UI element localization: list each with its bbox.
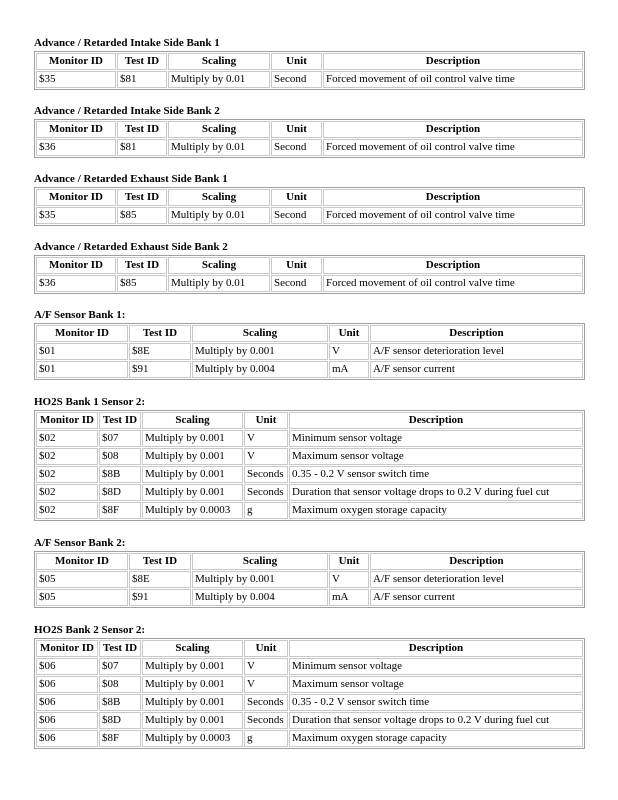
cell-scaling: Multiply by 0.001	[142, 430, 243, 447]
section-title: Advance / Retarded Exhaust Side Bank 1	[34, 173, 228, 185]
header-monitor-id: Monitor ID	[36, 325, 128, 342]
header-description: Description	[323, 53, 583, 70]
cell-test-id: $8F	[99, 502, 141, 519]
cell-unit: Seconds	[244, 712, 288, 729]
cell-scaling: Multiply by 0.001	[142, 712, 243, 729]
header-row	[36, 412, 583, 429]
cell-monitor-id: $05	[36, 571, 128, 588]
cell-description: Maximum sensor voltage	[289, 448, 583, 465]
table-row	[36, 730, 583, 747]
header-test-id: Test ID	[99, 412, 141, 429]
cell-unit: V	[244, 658, 288, 675]
header-unit: Unit	[271, 189, 322, 206]
header-description: Description	[289, 412, 583, 429]
header-row	[36, 53, 583, 70]
cell-description: Duration that sensor voltage drops to 0.2 V during fuel cut	[289, 484, 583, 501]
cell-description: 0.35 - 0.2 V sensor switch time	[289, 466, 583, 483]
header-scaling: Scaling	[142, 412, 243, 429]
cell-monitor-id: $06	[36, 712, 98, 729]
header-unit: Unit	[271, 53, 322, 70]
cell-scaling: Multiply by 0.01	[168, 139, 270, 156]
data-table	[34, 51, 585, 90]
data-table	[34, 255, 585, 294]
table-row	[36, 448, 583, 465]
table-row	[36, 571, 583, 588]
cell-monitor-id: $06	[36, 658, 98, 675]
header-unit: Unit	[244, 640, 288, 657]
header-row	[36, 325, 583, 342]
data-table	[34, 323, 585, 380]
header-monitor-id: Monitor ID	[36, 121, 116, 138]
cell-test-id: $8E	[129, 343, 191, 360]
header-row	[36, 640, 583, 657]
header-unit: Unit	[329, 325, 369, 342]
cell-monitor-id: $02	[36, 430, 98, 447]
cell-unit: V	[244, 430, 288, 447]
cell-description: A/F sensor deterioration level	[370, 571, 583, 588]
header-monitor-id: Monitor ID	[36, 640, 98, 657]
table-row	[36, 466, 583, 483]
header-row	[36, 189, 583, 206]
cell-unit: Second	[271, 71, 322, 88]
table-row	[36, 589, 583, 606]
cell-scaling: Multiply by 0.001	[142, 466, 243, 483]
table-row	[36, 361, 583, 378]
header-unit: Unit	[271, 121, 322, 138]
table-row	[36, 430, 583, 447]
table-row	[36, 275, 583, 292]
cell-scaling: Multiply by 0.0003	[142, 502, 243, 519]
cell-unit: mA	[329, 589, 369, 606]
cell-description: A/F sensor current	[370, 361, 583, 378]
table-row	[36, 71, 583, 88]
cell-monitor-id: $02	[36, 502, 98, 519]
header-monitor-id: Monitor ID	[36, 53, 116, 70]
header-monitor-id: Monitor ID	[36, 412, 98, 429]
cell-unit: Seconds	[244, 466, 288, 483]
section-title: Advance / Retarded Intake Side Bank 2	[34, 105, 220, 117]
cell-monitor-id: $05	[36, 589, 128, 606]
section-exhaust-bank-1	[34, 172, 585, 226]
section-ho2s-bank-2-sensor-2	[34, 623, 585, 749]
data-table	[34, 187, 585, 226]
cell-monitor-id: $06	[36, 676, 98, 693]
cell-test-id: $91	[129, 361, 191, 378]
header-monitor-id: Monitor ID	[36, 257, 116, 274]
table-row	[36, 502, 583, 519]
cell-monitor-id: $35	[36, 71, 116, 88]
header-monitor-id: Monitor ID	[36, 189, 116, 206]
cell-monitor-id: $01	[36, 361, 128, 378]
cell-scaling: Multiply by 0.01	[168, 71, 270, 88]
header-description: Description	[323, 121, 583, 138]
header-test-id: Test ID	[117, 257, 167, 274]
section-ho2s-bank-1-sensor-2	[34, 395, 585, 521]
cell-test-id: $07	[99, 430, 141, 447]
section-title: HO2S Bank 1 Sensor 2:	[34, 396, 146, 408]
cell-test-id: $8F	[99, 730, 141, 747]
cell-unit: Second	[271, 139, 322, 156]
data-table	[34, 119, 585, 158]
header-test-id: Test ID	[117, 189, 167, 206]
cell-unit: V	[329, 571, 369, 588]
header-monitor-id: Monitor ID	[36, 553, 128, 570]
table-row	[36, 207, 583, 224]
header-test-id: Test ID	[129, 325, 191, 342]
header-test-id: Test ID	[117, 121, 167, 138]
header-row	[36, 257, 583, 274]
header-test-id: Test ID	[117, 53, 167, 70]
cell-scaling: Multiply by 0.01	[168, 207, 270, 224]
header-scaling: Scaling	[192, 553, 328, 570]
cell-description: Forced movement of oil control valve time	[323, 275, 583, 292]
table-row	[36, 343, 583, 360]
cell-monitor-id: $02	[36, 466, 98, 483]
cell-description: A/F sensor deterioration level	[370, 343, 583, 360]
cell-unit: g	[244, 730, 288, 747]
cell-description: Maximum sensor voltage	[289, 676, 583, 693]
section-title: Advance / Retarded Intake Side Bank 1	[34, 37, 220, 49]
cell-scaling: Multiply by 0.001	[142, 448, 243, 465]
cell-description: Forced movement of oil control valve time	[323, 139, 583, 156]
cell-monitor-id: $02	[36, 448, 98, 465]
data-table	[34, 410, 585, 521]
cell-scaling: Multiply by 0.001	[142, 484, 243, 501]
header-unit: Unit	[244, 412, 288, 429]
cell-unit: Seconds	[244, 484, 288, 501]
cell-description: Forced movement of oil control valve time	[323, 71, 583, 88]
cell-unit: g	[244, 502, 288, 519]
cell-monitor-id: $36	[36, 139, 116, 156]
header-description: Description	[370, 553, 583, 570]
section-intake-bank-2	[34, 104, 585, 158]
cell-description: Minimum sensor voltage	[289, 658, 583, 675]
header-description: Description	[289, 640, 583, 657]
cell-monitor-id: $06	[36, 730, 98, 747]
cell-unit: Second	[271, 275, 322, 292]
section-title: Advance / Retarded Exhaust Side Bank 2	[34, 241, 228, 253]
cell-test-id: $81	[117, 139, 167, 156]
header-scaling: Scaling	[168, 257, 270, 274]
cell-unit: Seconds	[244, 694, 288, 711]
section-af-sensor-bank-1	[34, 308, 585, 380]
header-row	[36, 553, 583, 570]
section-title: HO2S Bank 2 Sensor 2:	[34, 624, 146, 636]
cell-test-id: $8B	[99, 466, 141, 483]
cell-test-id: $81	[117, 71, 167, 88]
cell-description: 0.35 - 0.2 V sensor switch time	[289, 694, 583, 711]
cell-test-id: $08	[99, 676, 141, 693]
cell-scaling: Multiply by 0.0003	[142, 730, 243, 747]
data-table	[34, 551, 585, 608]
cell-monitor-id: $02	[36, 484, 98, 501]
table-row	[36, 484, 583, 501]
table-row	[36, 676, 583, 693]
header-scaling: Scaling	[168, 189, 270, 206]
cell-scaling: Multiply by 0.001	[192, 571, 328, 588]
header-description: Description	[370, 325, 583, 342]
section-intake-bank-1	[34, 36, 585, 90]
section-title: A/F Sensor Bank 1:	[34, 309, 126, 321]
cell-unit: V	[244, 676, 288, 693]
cell-test-id: $8D	[99, 484, 141, 501]
header-unit: Unit	[329, 553, 369, 570]
header-scaling: Scaling	[192, 325, 328, 342]
cell-scaling: Multiply by 0.004	[192, 361, 328, 378]
cell-test-id: $8D	[99, 712, 141, 729]
cell-monitor-id: $35	[36, 207, 116, 224]
cell-scaling: Multiply by 0.001	[142, 694, 243, 711]
cell-scaling: Multiply by 0.001	[192, 343, 328, 360]
cell-scaling: Multiply by 0.001	[142, 676, 243, 693]
cell-test-id: $07	[99, 658, 141, 675]
header-test-id: Test ID	[129, 553, 191, 570]
table-row	[36, 139, 583, 156]
table-row	[36, 694, 583, 711]
cell-test-id: $8B	[99, 694, 141, 711]
section-af-sensor-bank-2	[34, 536, 585, 608]
cell-monitor-id: $01	[36, 343, 128, 360]
cell-scaling: Multiply by 0.01	[168, 275, 270, 292]
cell-description: Duration that sensor voltage drops to 0.2 V during fuel cut	[289, 712, 583, 729]
header-row	[36, 121, 583, 138]
cell-unit: Second	[271, 207, 322, 224]
header-description: Description	[323, 257, 583, 274]
cell-description: Minimum sensor voltage	[289, 430, 583, 447]
header-scaling: Scaling	[168, 53, 270, 70]
cell-test-id: $08	[99, 448, 141, 465]
table-row	[36, 712, 583, 729]
cell-scaling: Multiply by 0.004	[192, 589, 328, 606]
cell-test-id: $85	[117, 275, 167, 292]
cell-description: Maximum oxygen storage capacity	[289, 502, 583, 519]
cell-monitor-id: $36	[36, 275, 116, 292]
cell-description: A/F sensor current	[370, 589, 583, 606]
section-exhaust-bank-2	[34, 240, 585, 294]
header-unit: Unit	[271, 257, 322, 274]
header-scaling: Scaling	[168, 121, 270, 138]
cell-unit: mA	[329, 361, 369, 378]
header-scaling: Scaling	[142, 640, 243, 657]
cell-description: Forced movement of oil control valve time	[323, 207, 583, 224]
header-description: Description	[323, 189, 583, 206]
section-title: A/F Sensor Bank 2:	[34, 537, 126, 549]
header-test-id: Test ID	[99, 640, 141, 657]
cell-unit: V	[329, 343, 369, 360]
cell-test-id: $8E	[129, 571, 191, 588]
cell-test-id: $91	[129, 589, 191, 606]
cell-monitor-id: $06	[36, 694, 98, 711]
data-table	[34, 638, 585, 749]
cell-test-id: $85	[117, 207, 167, 224]
cell-scaling: Multiply by 0.001	[142, 658, 243, 675]
cell-description: Maximum oxygen storage capacity	[289, 730, 583, 747]
cell-unit: V	[244, 448, 288, 465]
table-row	[36, 658, 583, 675]
